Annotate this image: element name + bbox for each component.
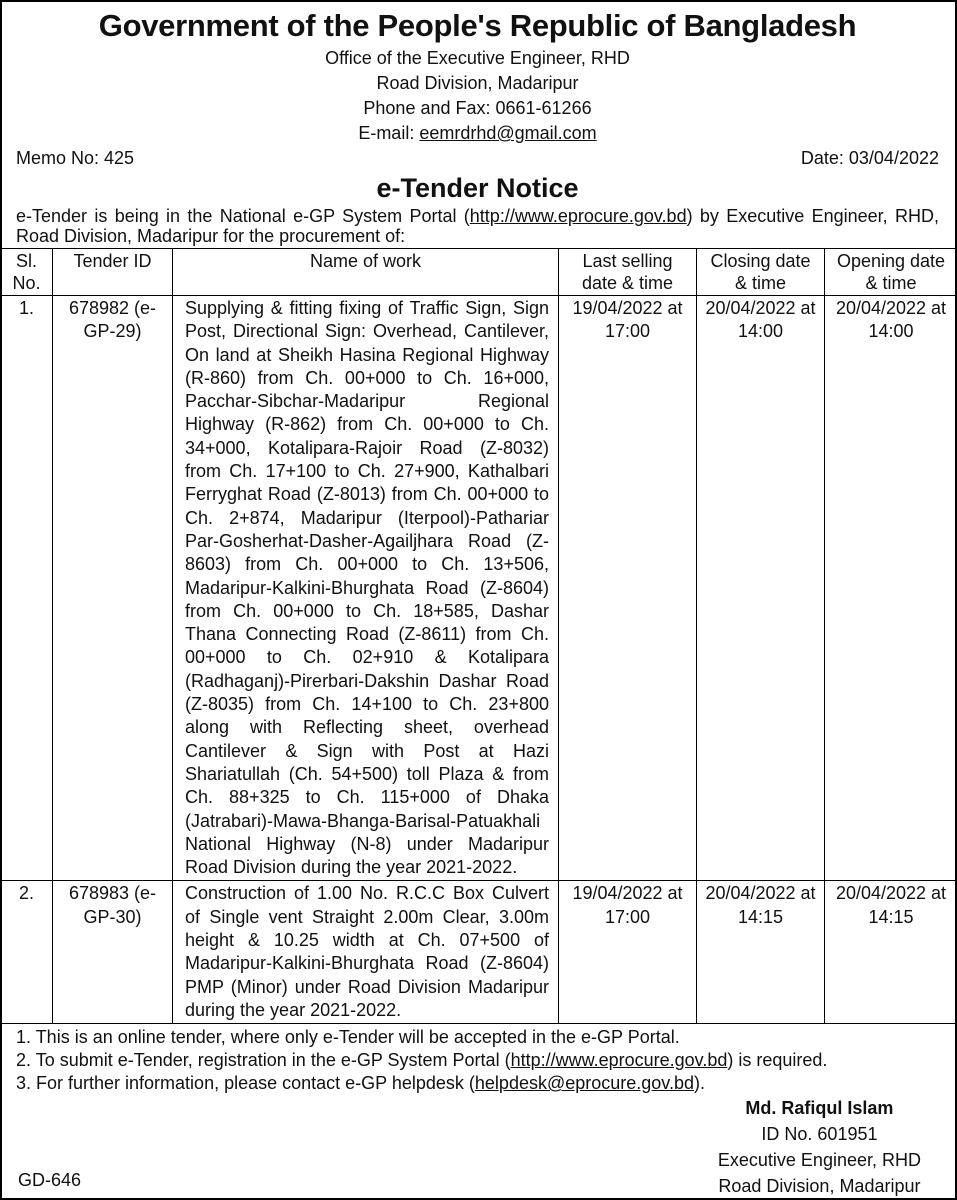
cell-sl-no: 2. — [1, 881, 53, 1024]
header-tender-id: Tender ID — [53, 249, 173, 296]
intro-text-after: ) by Executive Engineer, RHD, Road Division, Madaripur for the procurement of: — [16, 206, 939, 246]
note-3-text-after: ). — [693, 1073, 705, 1094]
cell-last-selling: 19/04/2022 at 17:00 — [559, 296, 697, 881]
cell-tender-id: 678983 (e-GP-30) — [53, 881, 173, 1024]
phone-fax: Phone and Fax: 0661-61266 — [363, 98, 592, 118]
table-row — [1, 296, 957, 881]
note-3 — [16, 1072, 939, 1095]
cell-closing: 20/04/2022 at 14:15 — [697, 881, 825, 1024]
division-name: Road Division, Madaripur — [376, 73, 579, 93]
header-name-of-work: Name of work — [173, 249, 559, 296]
eprocure-link[interactable]: http://www.eprocure.gov.bd — [469, 206, 687, 226]
gd-number: GD-646 — [18, 1170, 82, 1190]
email-line — [16, 121, 939, 146]
note-2-text-after: ) is required. — [727, 1050, 828, 1071]
signatory-designation: Executive Engineer, RHD — [717, 1150, 921, 1170]
note-3-text-before: 3. For further information, please contact e-GP helpdesk ( — [16, 1073, 475, 1094]
cell-sl-no: 1. — [1, 296, 53, 881]
signature-block — [718, 1095, 921, 1199]
cell-closing: 20/04/2022 at 14:00 — [697, 296, 825, 881]
office-name: Office of the Executive Engineer, RHD — [325, 48, 630, 68]
tender-table — [0, 248, 957, 1024]
intro-text-before: e-Tender is being in the National e-GP System Portal ( — [16, 206, 470, 226]
table-row — [1, 881, 957, 1024]
signatory-division: Road Division, Madaripur — [718, 1176, 921, 1196]
note-1: 1. This is an online tender, where only e-Tender will be accepted in the e-GP Portal. — [16, 1027, 680, 1048]
helpdesk-email-link[interactable]: helpdesk@eprocure.gov.bd — [474, 1073, 694, 1094]
intro-paragraph — [16, 206, 939, 246]
cell-name-of-work: Construction of 1.00 No. R.C.C Box Culvert of Single vent Straight 2.00m Clear, 3.00m height & 10.25 width at Ch. 07+500 of Madaripur-Kalkini-Bhurghata Road (Z-8604) PMP (Minor) under Road Division Madaripur during the year 2021-2022. — [173, 881, 559, 1024]
cell-name-of-work: Supplying & fitting fixing of Traffic Sign, Sign Post, Directional Sign: Overhead, Cantilever, On land at Sheikh Hasina Regional Highway (R-860) from Ch. 00+000 to Ch. 16+000, Pacchar-Sibchar-Madaripur Regional Highway (R-862) from Ch. 00+000 to Ch. 34+000, Kotalipara-Rajoir Road (Z-8032) from Ch. 17+100 to Ch. 27+900, Kathalbari Ferryghat Road (Z-8013) from Ch. 00+000 to Ch. 2+874, Madaripur (Iterpool)-Pathariar Par-Gosherhat-Dasher-Agailjhara Road (Z-8603) from Ch. 00+000 to Ch. 13+506, Madaripur-Kalkini-Bhurghata Road (Z-8604) from Ch. 00+000 to Ch. 18+585, Dashar Thana Connecting Road (Z-8611) from Ch. 00+000 to Ch. 02+910 & Kotalipara (Radhaganj)-Pirerbari-Dakshin Dashar Road (Z-8035) from Ch. 14+100 to Ch. 23+800 along with Reflecting sheet, overhead Cantilever & Sign with Post at Hazi Shariatullah (Ch. 54+500) toll Plaza & from Ch. 88+325 to Ch. 115+000 of Dhaka (Jatrabari)-Mawa-Bhanga-Barisal-Patuakhali National Highway (N-8) under Madaripur Road Division during the year 2021-2022. — [173, 296, 559, 881]
header-opening: Opening date & time — [825, 249, 957, 296]
cell-opening: 20/04/2022 at 14:00 — [825, 296, 957, 881]
email-label: E-mail: — [358, 123, 415, 143]
header-sl-no: Sl. No. — [1, 249, 53, 296]
government-title: Government of the People's Republic of Bangladesh — [98, 8, 857, 43]
signatory-name: Md. Rafiqul Islam — [745, 1098, 894, 1118]
notice-title: e-Tender Notice — [376, 173, 579, 203]
note-2 — [16, 1049, 939, 1072]
cell-last-selling: 19/04/2022 at 17:00 — [559, 881, 697, 1024]
memo-row — [16, 146, 939, 170]
header-last-selling: Last selling date & time — [559, 249, 697, 296]
email-link[interactable]: eemrdrhd@gmail.com — [419, 123, 597, 143]
signatory-id: ID No. 601951 — [761, 1124, 878, 1144]
cell-opening: 20/04/2022 at 14:15 — [825, 881, 957, 1024]
header-closing: Closing date & time — [697, 249, 825, 296]
table-header-row — [1, 249, 957, 296]
note-2-text-before: 2. To submit e-Tender, registration in the e-GP System Portal ( — [16, 1050, 511, 1071]
notes-section — [16, 1026, 939, 1095]
note-2-eprocure-link[interactable]: http://www.eprocure.gov.bd — [510, 1050, 728, 1071]
memo-number: Memo No: 425 — [16, 148, 135, 168]
memo-date: Date: 03/04/2022 — [800, 148, 939, 168]
cell-tender-id: 678982 (e-GP-29) — [53, 296, 173, 881]
